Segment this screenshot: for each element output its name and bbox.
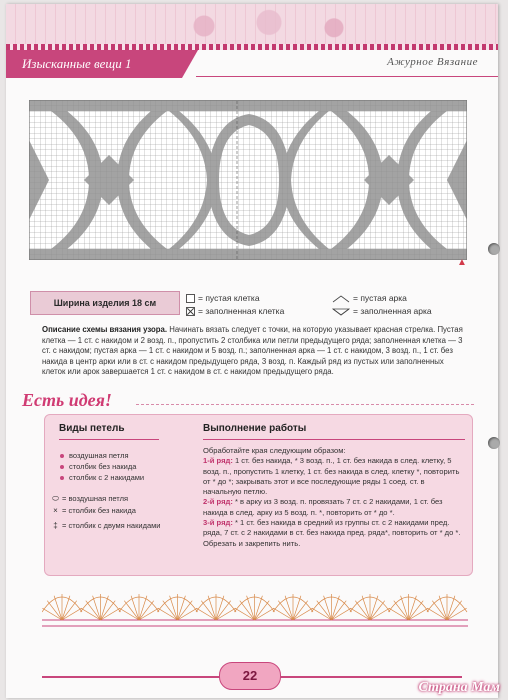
page-number: 22: [219, 662, 281, 690]
symbol-double-treble: ‡ = столбик с двумя накидами: [49, 520, 160, 532]
stitch-types-heading: Виды петель: [59, 423, 125, 434]
fan-stitch: [47, 601, 62, 620]
idea-title: Есть идея!: [22, 390, 112, 410]
fan-stitch: [240, 601, 255, 620]
decorative-top-band: [6, 4, 498, 50]
stitch-types-list: [59, 450, 144, 483]
legend-filled-cell: = заполненная клетка: [186, 306, 284, 316]
fan-stitch: [86, 601, 101, 620]
edging-chart: [42, 582, 468, 634]
header-rule: [196, 76, 498, 77]
filled-cell-icon: [186, 307, 195, 316]
empty-cell-icon: [186, 294, 195, 303]
fan-stitch: [62, 601, 77, 620]
filet-chart: [29, 100, 467, 260]
fan-stitch: [101, 601, 116, 620]
list-item: столбик без накида: [59, 461, 144, 472]
single-crochet-icon: ×: [53, 505, 58, 515]
stitch-heading-rule: [59, 439, 159, 440]
fan-stitch: [163, 601, 178, 620]
symbol-chain: ⬭ = воздушная петля: [49, 493, 160, 505]
rose-ornament: [126, 8, 386, 44]
symbol-single-crochet: × = столбик без накида: [49, 505, 160, 517]
fan-stitch: [278, 601, 293, 620]
row-3: 3-й ряд: * 1 ст. без накида в средний из группы ст. с 2 накидами пред. ряда, 7 ст. с 2 накидами в ст. без накида пред. ряда*, повторить от * до *.: [203, 518, 461, 538]
empty-arch-icon: [332, 295, 350, 303]
work-instructions: [203, 446, 465, 549]
chart-description: Описание схемы вязания узора. Начинать вязать следует с точки, на которую указывает красная стрелка. Пустая клетка — 1 ст. с накидом и 2 возд. п., пропустить 2 столбика или петли предыдущего ряда; заполненная клетка — 3 ст. с накидом; пустая арка — 1 ст. с накидом и 5 возд. п.; заполненная арка — 1 ст. с накидом, 3 возд. п., 1 ст. без накида в центр арки или в ст. с накидом предыдущего ряда, 3 возд. п. Каждый ряд из пустых или заполненных клеток или арок завершается 1 ст. с накидом в ст. с накидом предыдущего ряда.: [42, 325, 463, 377]
fan-stitch: [317, 601, 332, 620]
fan-stitch: [355, 601, 370, 620]
fan-stitch: [201, 601, 216, 620]
size-label: Ширина изделия 18 см: [30, 291, 180, 315]
fan-stitch: [139, 601, 154, 620]
work-intro: Обработайте края следующим образом:: [203, 446, 346, 455]
work-heading: Выполнение работы: [203, 423, 307, 434]
fan-stitch: [293, 601, 308, 620]
legend-filled-arch: = заполненная арка: [332, 306, 432, 316]
magazine-page: [6, 4, 498, 698]
legend-empty-arch: = пустая арка: [332, 293, 407, 303]
fan-stitch: [447, 601, 462, 620]
fan-stitch: [178, 601, 193, 620]
stitch-symbols: [49, 493, 160, 532]
list-item: столбик с 2 накидами: [59, 472, 144, 483]
magazine-title: Ажурное Вязание: [387, 56, 478, 68]
fan-stitch: [124, 601, 139, 620]
page-header: [6, 50, 498, 78]
binder-hole: [488, 437, 500, 449]
chain-stitch-icon: ⬭: [52, 494, 59, 503]
idea-divider: [136, 404, 474, 405]
fan-stitch: [332, 601, 347, 620]
double-treble-icon: ‡: [53, 521, 58, 530]
start-arrow-icon: ▲: [457, 257, 467, 268]
row-2: 2-й ряд: * в арку из 3 возд. п. провязать 7 ст. с 2 накидами, 1 ст. без накида в след. арку из 5 возд. п. *, повторить от * до *.: [203, 497, 443, 517]
row-1: 1-й ряд: 1 ст. без накида, * 3 возд. п., 1 ст. без накида в след. клетку, 5 возд. п., пропустить 1 клетку, 1 ст. без накида в след. клетку *, повторить от * до *; закрывать этот и все последующие ряды 1 соед. ст. в начальную петлю.: [203, 456, 460, 497]
fan-stitch: [409, 601, 424, 620]
binder-hole: [488, 243, 500, 255]
filled-arch-icon: [332, 308, 350, 316]
section-title: Изысканные вещи 1: [6, 50, 182, 78]
fan-stitch: [216, 601, 231, 620]
fan-stitch: [394, 601, 409, 620]
watermark: Страна Мам: [418, 680, 500, 695]
legend-empty-cell: = пустая клетка: [186, 293, 260, 303]
work-outro: Обрезать и закрепить нить.: [203, 538, 301, 548]
work-heading-rule: [203, 439, 465, 440]
fan-stitch: [432, 601, 447, 620]
fan-stitch: [255, 601, 270, 620]
list-item: воздушная петля: [59, 450, 144, 461]
fan-stitch: [370, 601, 385, 620]
